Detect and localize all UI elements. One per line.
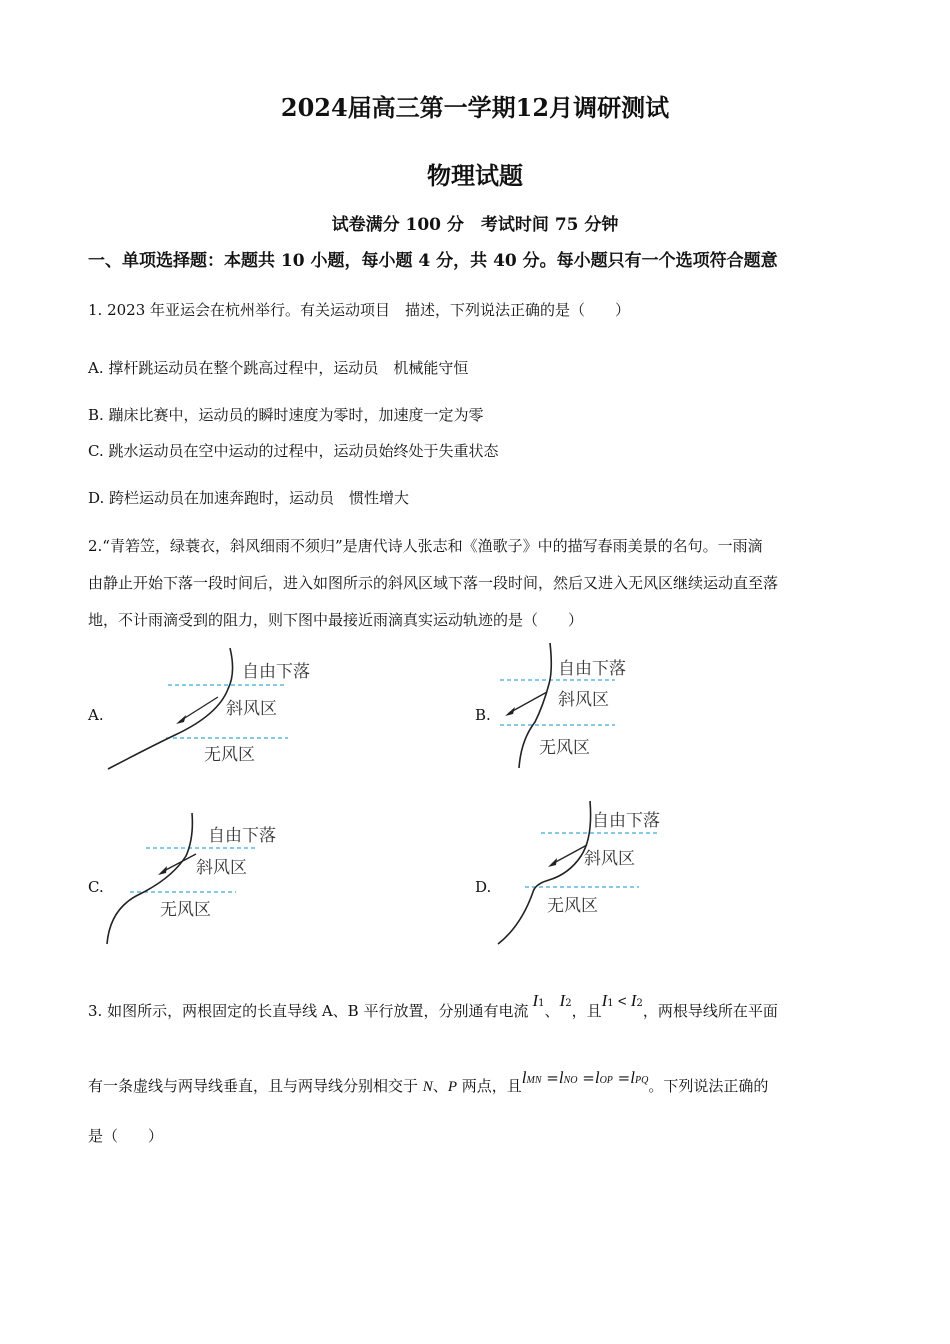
label-free-fall: 自由下落 [208, 826, 276, 846]
q2-figure-c [100, 810, 300, 950]
exam-title: 2024届高三第一学期12月调研测试 [280, 93, 670, 122]
label-oblique-wind: 斜风区 [196, 858, 247, 878]
label-oblique-wind: 斜风区 [558, 690, 609, 710]
current-i2: I2 [559, 991, 572, 1010]
q3-line-1-text-b: ，两根导线所在平面 [642, 1002, 778, 1020]
current-i1: I1 [532, 991, 545, 1010]
q2-option-b-label: B. [475, 706, 491, 724]
q2-line-2: 由静止开始下落一段时间后，进入如图所示的斜风区域下落一段时间，然后又进入无风区继续运动直至落 [88, 574, 779, 592]
q2-option-a-label: A. [88, 706, 104, 724]
q3-line-2-text-a: 有一条虚线与两导线垂直，且与两导线分别相交于 [88, 1077, 423, 1095]
point-p: P [447, 1079, 457, 1095]
label-no-wind: 无风区 [539, 738, 590, 758]
q3-separator: 、 [544, 1002, 560, 1020]
label-no-wind: 无风区 [547, 896, 598, 916]
label-no-wind: 无风区 [160, 900, 211, 920]
q2-figure-d [495, 798, 685, 950]
section-heading: 一、单项选择题：本题共 10 小题，每小题 4 分，共 40 分。每小题只有一个选项符合题意 [88, 251, 778, 271]
q2-figure-b [495, 640, 655, 775]
q2-option-c-label: C. [88, 878, 104, 896]
exam-meta: 试卷满分 100 分 考试时间 75 分钟 [331, 215, 619, 235]
q3-line-2-text-c: 。下列说法正确的 [648, 1077, 769, 1095]
wind-arrow [180, 697, 218, 721]
q3-line-1-text-a: 3. 如图所示，两根固定的长直导线 A、B 平行放置，分别通有电流 [88, 1002, 529, 1020]
q1-stem: 1. 2023 年亚运会在杭州举行。有关运动项目 描述，下列说法正确的是（ ） [88, 301, 631, 319]
wind-arrow [162, 854, 196, 872]
q3-and: ，且 [571, 1002, 602, 1020]
q1-option-a: A. 撑杆跳运动员在整个跳高过程中，运动员 机械能守恒 [88, 359, 469, 377]
q1-option-b: B. 蹦床比赛中，运动员的瞬时速度为零时，加速度一定为零 [88, 406, 484, 424]
q3-line-2-text-b: 两点，且 [456, 1077, 522, 1095]
q2-figure-a [100, 645, 310, 775]
q3-line-2 [88, 1068, 769, 1096]
q1-option-c: C. 跳水运动员在空中运动的过程中，运动员始终处于失重状态 [88, 442, 499, 460]
trajectory-curve [498, 801, 591, 944]
label-free-fall: 自由下落 [558, 659, 626, 679]
q2-option-d-label: D. [475, 878, 492, 896]
q3-line-3: 是（ ） [88, 1127, 164, 1145]
label-free-fall: 自由下落 [242, 662, 310, 682]
q3-line-1 [88, 991, 778, 1021]
wind-arrow-head [176, 715, 186, 724]
point-n: N [422, 1079, 433, 1095]
label-no-wind: 无风区 [204, 745, 255, 765]
q3-dun: 、 [432, 1077, 448, 1095]
length-equation: lMN =lNO =lOP =lPQ [521, 1068, 649, 1087]
wind-arrow-head [548, 858, 557, 867]
current-inequality: I1 < I2 [601, 991, 643, 1010]
trajectory-curve [107, 813, 192, 944]
q1-option-d: D. 跨栏运动员在加速奔跑时，运动员 惯性增大 [88, 489, 410, 507]
label-free-fall: 自由下落 [592, 811, 660, 831]
q2-line-1: 2.“青箬笠，绿蓑衣，斜风细雨不须归”是唐代诗人张志和《渔歌子》中的描写春雨美景的名句。一雨滴 [88, 537, 763, 555]
label-oblique-wind: 斜风区 [584, 849, 635, 869]
label-oblique-wind: 斜风区 [226, 699, 277, 719]
wind-arrow-head [505, 707, 515, 716]
wind-arrow-head [158, 866, 167, 875]
q2-line-3: 地，不计雨滴受到的阻力，则下图中最接近雨滴真实运动轨迹的是（ ） [88, 611, 584, 629]
subject-title: 物理试题 [427, 161, 523, 190]
